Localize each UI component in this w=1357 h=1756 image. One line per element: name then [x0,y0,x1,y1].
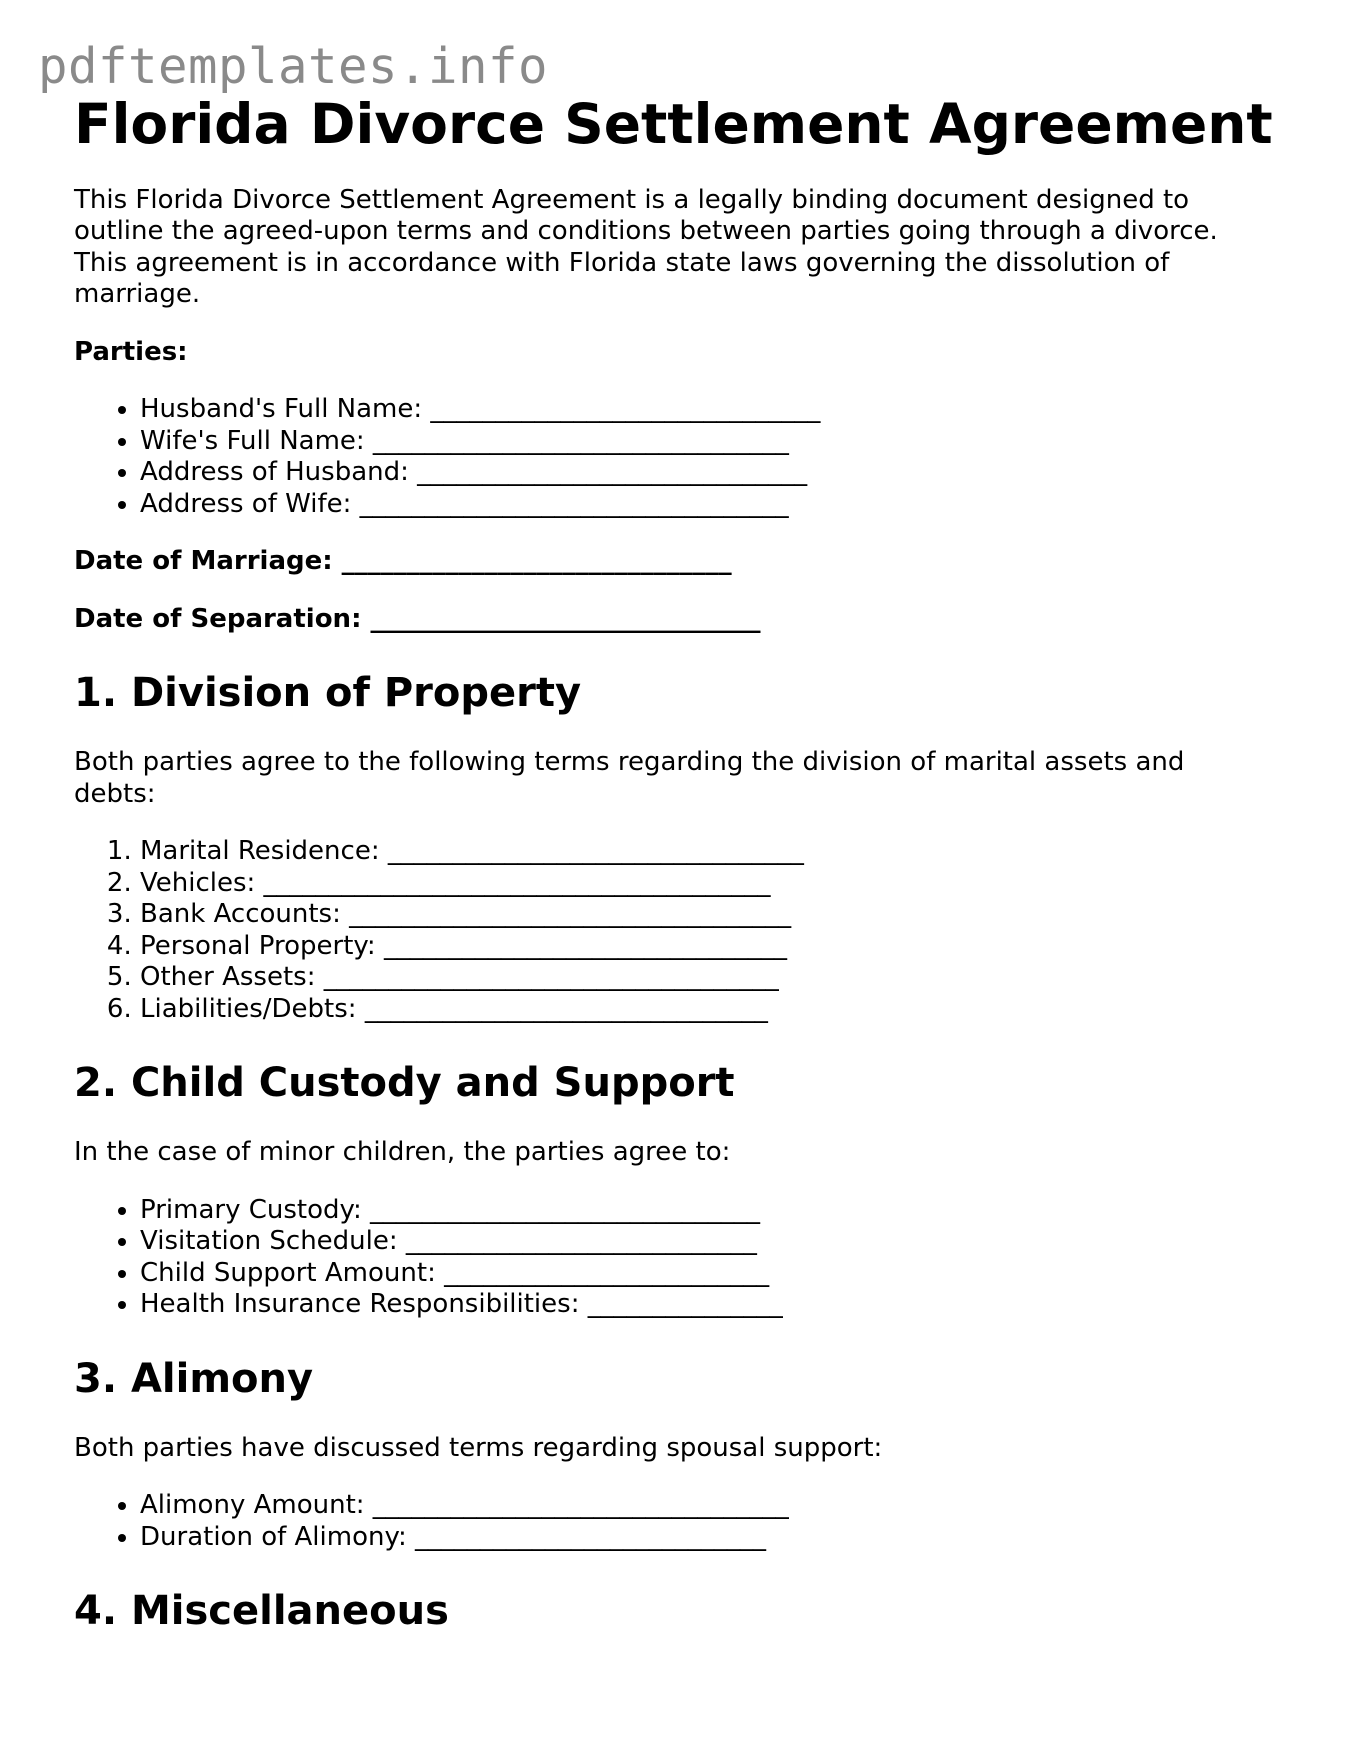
intro-paragraph: This Florida Divorce Settlement Agreement is a legally binding document designed to outline the agreed-upon terms and conditions between parties going through a divorce. This agreement is in accordance with Florida state laws governing the dissolution of marriage. [74,184,1218,309]
list-item: • Primary Custody: ______________________________ [140,1195,1274,1227]
section-heading-custody: 2. Child Custody and Support [74,1060,735,1106]
document-page [74,94,1274,1665]
list-item: • Health Insurance Responsibilities: _______________ [140,1289,1274,1321]
alimony-list [74,1490,1274,1553]
list-item: 5. Other Assets: ___________________________________ [140,962,1274,994]
document-title: Florida Divorce Settlement Agreement [74,92,1273,156]
list-item: 1. Marital Residence: ________________________________ [140,836,1274,868]
date-of-marriage-field: Date of Marriage: ______________________________ [74,546,732,576]
custody-list [74,1195,1274,1321]
list-item: 6. Liabilities/Debts: _______________________________ [140,994,1274,1026]
parties-list [74,394,1274,520]
list-item: 2. Vehicles: _______________________________________ [140,868,1274,900]
section-heading-property: 1. Division of Property [74,670,582,716]
list-item: • Alimony Amount: ________________________________ [140,1490,1274,1522]
list-item: • Duration of Alimony: ___________________________ [140,1522,1274,1554]
list-item: • Husband's Full Name: ______________________________ [140,394,1274,426]
list-item: • Address of Husband: ______________________________ [140,457,1274,489]
section-text-custody: In the case of minor children, the parties agree to: [74,1137,731,1167]
parties-heading: Parties: [74,336,188,367]
list-item: • Wife's Full Name: ________________________________ [140,426,1274,458]
section-heading-miscellaneous: 4. Miscellaneous [74,1588,449,1634]
section-text-property: Both parties agree to the following terms regarding the division of marital assets and debts: [74,747,1185,809]
list-item: • Child Support Amount: _________________________ [140,1258,1274,1290]
property-list [74,836,1274,1025]
section-text-alimony: Both parties have discussed terms regarding spousal support: [74,1432,883,1463]
list-item: 3. Bank Accounts: __________________________________ [140,899,1274,931]
watermark: pdftemplates.info [38,38,549,95]
date-of-separation-field: Date of Separation: ______________________________ [74,603,761,634]
list-item: • Visitation Schedule: ___________________________ [140,1226,1274,1258]
list-item: • Address of Wife: _________________________________ [140,489,1274,521]
section-heading-alimony: 3. Alimony [74,1355,314,1402]
list-item: 4. Personal Property: _______________________________ [140,931,1274,963]
